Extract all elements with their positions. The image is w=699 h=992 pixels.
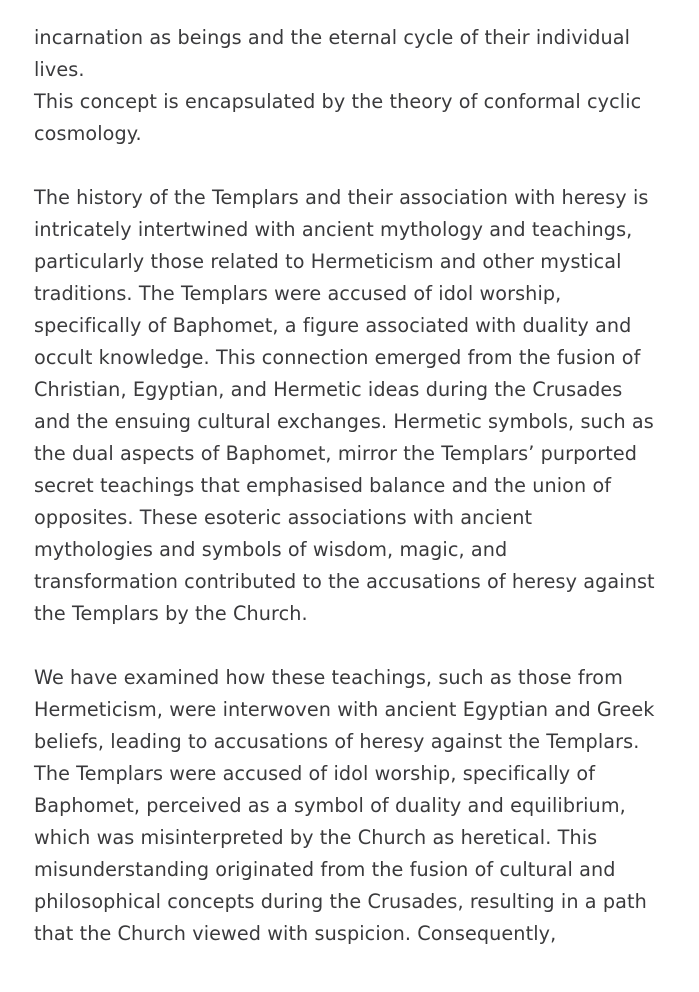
text-line: Christian, Egyptian, and Hermetic ideas during the Crusades <box>34 378 623 401</box>
text-line: traditions. The Templars were accused of idol worship, <box>34 282 562 305</box>
text-line: lives. <box>34 58 85 81</box>
paragraph-3 <box>34 662 674 950</box>
text-line: incarnation as beings and the eternal cycle of their individual <box>34 26 631 49</box>
text-line: This concept is encapsulated by the theory of conformal cyclic <box>34 90 642 113</box>
paragraph-2 <box>34 182 674 630</box>
text-line: specifically of Baphomet, a figure associated with duality and <box>34 314 632 337</box>
text-line: Baphomet, perceived as a symbol of duality and equilibrium, <box>34 794 626 817</box>
text-line: The Templars were accused of idol worship, specifically of <box>34 762 596 785</box>
text-line: the dual aspects of Baphomet, mirror the Templars’ purported <box>34 442 638 465</box>
document-body <box>34 22 674 982</box>
text-line: mythologies and symbols of wisdom, magic, and <box>34 538 508 561</box>
text-line: the Templars by the Church. <box>34 602 308 625</box>
text-line: opposites. These esoteric associations with ancient <box>34 506 533 529</box>
text-line: beliefs, leading to accusations of heresy against the Templars. <box>34 730 640 753</box>
text-line: cosmology. <box>34 122 142 145</box>
text-line: intricately intertwined with ancient mythology and teachings, <box>34 218 633 241</box>
text-line: Hermeticism, were interwoven with ancient Egyptian and Greek <box>34 698 655 721</box>
text-line: philosophical concepts during the Crusades, resulting in a path <box>34 890 647 913</box>
text-line: which was misinterpreted by the Church as heretical. This <box>34 826 598 849</box>
text-line: occult knowledge. This connection emerged from the fusion of <box>34 346 641 369</box>
text-line: We have examined how these teachings, such as those from <box>34 666 623 689</box>
paragraph-1 <box>34 22 674 150</box>
text-line: particularly those related to Hermeticism and other mystical <box>34 250 622 273</box>
text-line: The history of the Templars and their association with heresy is <box>34 186 649 209</box>
text-line: secret teachings that emphasised balance and the union of <box>34 474 612 497</box>
text-line: that the Church viewed with suspicion. Consequently, <box>34 922 557 945</box>
text-line: and the ensuing cultural exchanges. Hermetic symbols, such as <box>34 410 654 433</box>
text-line: misunderstanding originated from the fusion of cultural and <box>34 858 616 881</box>
text-line: transformation contributed to the accusations of heresy against <box>34 570 655 593</box>
